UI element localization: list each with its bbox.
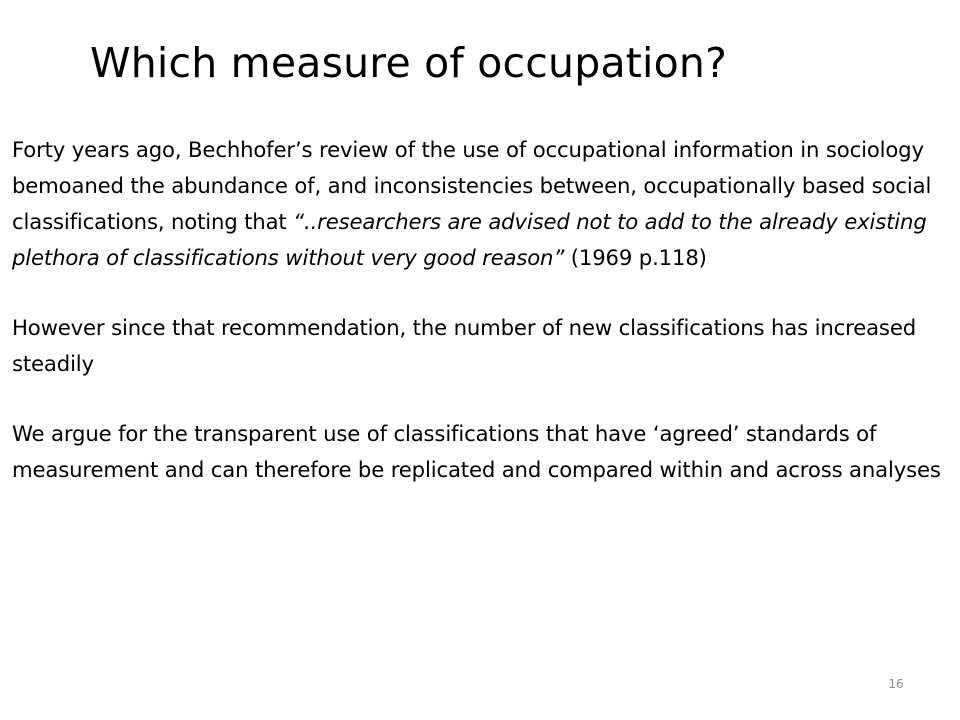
slide-body [12, 132, 944, 488]
citation-text: (1969 p.118) [564, 245, 707, 270]
paragraph-intro-text: Forty years ago, Bechhofer’s review of the use of occupational information in sociology bemoaned the abundance of, and inconsistencies between, occupationally based social classifications, noting that [12, 137, 932, 234]
page-number: 16 [888, 677, 904, 691]
bechhofer-quote: “..researchers are advised not to add to the already existing plethora of classifications without very good reason” [12, 209, 927, 270]
paragraph-classifications-increase: However since that recommendation, the number of new classifications has increased steadily [12, 315, 917, 376]
slide-title: Which measure of occupation? [90, 39, 728, 87]
paragraph-transparent-use: We argue for the transparent use of classifications that have ‘agreed’ standards of measurement and can therefore be replicated and compared within and across analyses [12, 421, 941, 482]
paragraph-bechhofer-review [12, 132, 944, 276]
